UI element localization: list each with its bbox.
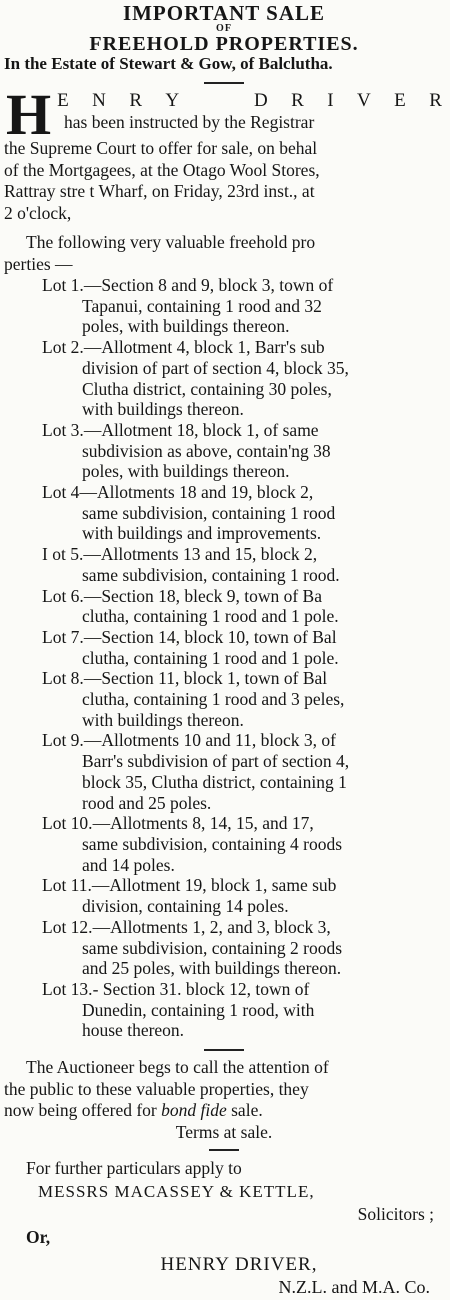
lot-item — [42, 668, 444, 730]
name-letter: I — [327, 90, 336, 111]
lot-first-line — [42, 627, 444, 648]
lots-intro — [4, 232, 444, 275]
name-letter: Y — [165, 90, 182, 111]
lot-item — [42, 337, 444, 420]
lot-first-line — [42, 875, 444, 896]
lot-text: —Allotment 4, block 1, Barr's sub — [83, 337, 325, 358]
lot-label: Lot 7. — [42, 626, 84, 647]
lot-line: with buildings and improvements. — [82, 523, 322, 544]
closing-italic: bond fide — [161, 1100, 227, 1121]
lot-label: Lot 11. — [42, 875, 92, 896]
lot-line: and 14 poles. — [82, 854, 175, 875]
lot-item — [42, 275, 444, 337]
closing-line — [4, 1100, 444, 1122]
lot-line: with buildings thereon. — [82, 399, 244, 420]
lot-first-line — [42, 544, 444, 565]
lot-label: Lot 10. — [42, 813, 93, 834]
lot-text: —Allotments 10 and 11, block 3, of — [83, 730, 336, 751]
intro-line: Rattray stre t Wharf, on Friday, 23rd inst., at — [4, 181, 315, 201]
lot-item — [42, 875, 444, 916]
name-letter: R — [429, 90, 444, 111]
intro-line: the Supreme Court to offer for sale, on behal — [4, 138, 318, 158]
lots-intro-line: perties — — [4, 253, 73, 274]
ad-subtitle: FREEHOLD PROPERTIES. — [89, 33, 359, 55]
closing-line: The Auctioneer begs to call the attention of — [26, 1057, 329, 1078]
closing-line: the public to these valuable properties, they — [4, 1078, 309, 1099]
lot-text: —Allotments 8, 14, 15, and 17, — [92, 813, 314, 834]
intro-line: has been instructed by the Registrar — [64, 111, 315, 132]
lots-intro-line: The following very valuable freehold pro — [26, 232, 316, 252]
lot-line: same subdivision, containing 4 roods — [82, 833, 343, 854]
closing-text: now being offered for — [4, 1100, 157, 1121]
name-letter: E — [394, 90, 408, 111]
lot-first-line — [42, 730, 444, 751]
lot-line: Tapanui, containing 1 rood and 32 — [82, 295, 322, 316]
solicitor-firm: MESSRS MACASSEY & KETTLE, — [38, 1182, 315, 1202]
auctioneer-name-spaced — [57, 90, 444, 112]
lot-line: with buildings thereon. — [82, 709, 244, 730]
lot-first-line — [42, 275, 444, 296]
lot-line: Barr's subdivision of part of section 4, — [82, 751, 350, 772]
lot-first-line — [42, 813, 444, 834]
lot-first-line — [42, 979, 444, 1000]
name-letter: D — [254, 90, 270, 111]
lot-item — [42, 586, 444, 627]
closing-tail: sale. — [226, 1100, 263, 1121]
contact-intro: For further particulars apply to — [26, 1158, 242, 1179]
lot-line: same subdivision, containing 1 rood — [82, 502, 336, 523]
lot-line: same subdivision, containing 1 rood. — [82, 564, 340, 585]
divider — [209, 1149, 239, 1151]
lot-line: division of part of section 4, block 35, — [82, 357, 349, 378]
lot-line: clutha, containing 1 rood and 1 pole. — [82, 647, 339, 668]
lot-item — [42, 979, 444, 1041]
drop-cap: H — [6, 82, 52, 147]
lot-item — [42, 420, 444, 482]
or-line: Or, — [26, 1227, 51, 1248]
lot-label: I ot 5. — [42, 544, 84, 565]
agent-name: HENRY DRIVER, — [160, 1254, 318, 1276]
lot-text: —Section 14, block 10, town of Bal — [83, 626, 337, 647]
lot-first-line — [42, 917, 444, 938]
lot-line: clutha, containing 1 rood and 3 peles, — [82, 689, 345, 710]
lot-line: division, containing 14 poles. — [82, 896, 289, 917]
solicitor-role: Solicitors ; — [357, 1204, 434, 1225]
lot-label: Lot 1. — [42, 275, 84, 295]
ad-estate-line: In the Estate of Stewart & Gow, of Balclutha. — [4, 54, 333, 73]
divider — [204, 82, 244, 84]
lot-label: Lot 6. — [42, 585, 84, 606]
lot-text: —Allotment 18, block 1, of same — [83, 419, 319, 440]
lot-text: —Section 8 and 9, block 3, town of — [83, 275, 334, 295]
lot-line: same subdivision, containing 2 roods — [82, 937, 343, 958]
lot-item — [42, 730, 444, 813]
lot-text: —Section 11, block 1, town of Bal — [83, 668, 328, 689]
lot-list — [4, 275, 444, 1041]
lot-item — [42, 813, 444, 875]
name-letter: R — [129, 90, 144, 111]
lot-line: poles, with buildings thereon. — [82, 316, 290, 337]
ad-of: OF — [216, 23, 232, 34]
lot-line: Clutha district, containing 30 poles, — [82, 378, 332, 399]
divider — [204, 1049, 244, 1051]
lot-text: —Allotments 18 and 19, block 2, — [79, 482, 314, 503]
name-letter: V — [357, 90, 373, 111]
lot-item — [42, 917, 444, 979]
lot-label: Lot 2. — [42, 337, 84, 358]
name-letter: E — [57, 90, 71, 111]
terms-line: Terms at sale. — [175, 1121, 273, 1142]
lot-first-line — [42, 668, 444, 689]
lot-line: house thereon. — [82, 1020, 185, 1041]
lot-label: Lot 12. — [42, 916, 93, 937]
contact-block — [4, 1157, 444, 1299]
lot-first-line — [42, 337, 444, 358]
lot-line: block 35, Clutha district, containing 1 — [82, 771, 347, 792]
closing-paragraph — [4, 1057, 444, 1122]
lot-line: subdivision as above, contain'ng 38 — [82, 440, 331, 461]
lot-line: Dunedin, containing 1 rood, with — [82, 999, 315, 1020]
name-gap — [203, 90, 233, 112]
lot-line: clutha, containing 1 rood and 1 pole. — [82, 606, 339, 627]
lot-item — [42, 627, 444, 668]
lot-first-line — [42, 482, 444, 503]
lot-first-line — [42, 586, 444, 607]
intro-line: 2 o'clock, — [4, 202, 72, 223]
lot-label: Lot 13. — [42, 978, 93, 999]
intro-line: of the Mortgagees, at the Otago Wool Stores, — [4, 159, 320, 180]
name-letter: R — [291, 90, 306, 111]
lot-text: —Allotment 19, block 1, same sub — [91, 875, 337, 896]
lot-label: Lot 4 — [42, 482, 80, 503]
intro-paragraph — [4, 82, 444, 224]
lot-item — [42, 482, 444, 544]
lot-text: —Allotments 13 and 15, block 2, — [83, 544, 318, 565]
agent-org: N.Z.L. and M.A. Co. — [278, 1277, 430, 1298]
lot-label: Lot 9. — [42, 730, 84, 751]
lot-text: —Section 18, bleck 9, town of Ba — [83, 585, 322, 606]
lot-first-line — [42, 420, 444, 441]
lot-text: —Allotments 1, 2, and 3, block 3, — [92, 916, 331, 937]
lot-text: - Section 31. block 12, town of — [92, 978, 310, 999]
ad-title: IMPORTANT SALE — [122, 1, 326, 25]
lot-item — [42, 544, 444, 585]
lot-label: Lot 8. — [42, 668, 84, 689]
lot-line: rood and 25 poles. — [82, 792, 212, 813]
lot-label: Lot 3. — [42, 419, 84, 440]
lot-line: and 25 poles, with buildings thereon. — [82, 958, 342, 979]
lot-line: poles, with buildings thereon. — [82, 461, 290, 482]
name-letter: N — [92, 90, 108, 111]
